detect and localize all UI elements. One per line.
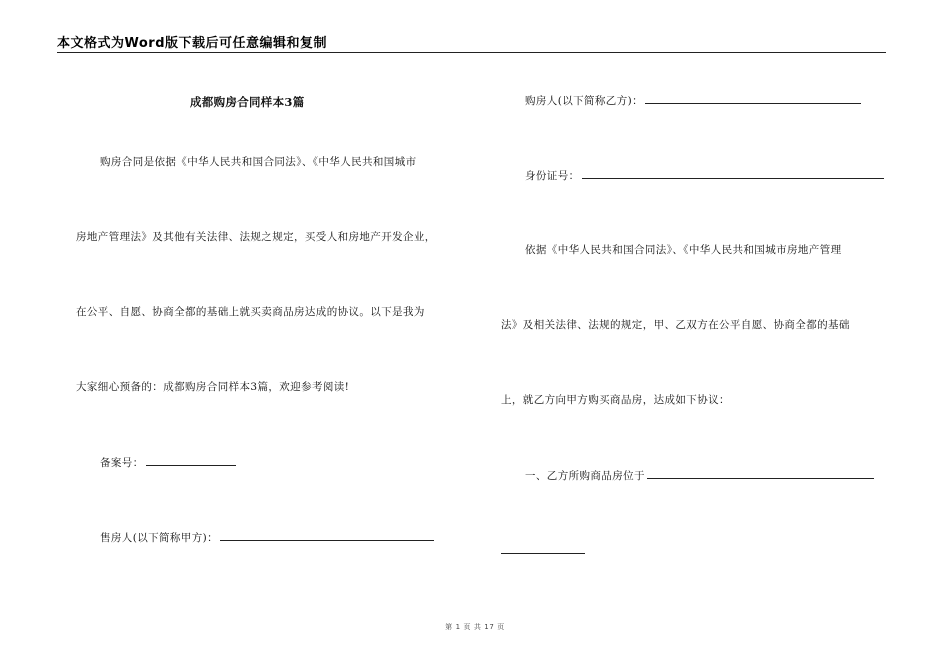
property-location-blank[interactable]: [647, 468, 874, 479]
seller-label: 售房人(以下简称甲方)：: [100, 532, 218, 544]
record-number-label: 备案号：: [100, 457, 144, 469]
buyer-blank[interactable]: [645, 93, 861, 104]
record-number-row: [100, 455, 236, 470]
property-location-continuation: [501, 543, 585, 558]
page-footer: 第 1 页 共 17 页: [445, 623, 505, 631]
record-number-blank[interactable]: [146, 455, 236, 466]
buyer-label: 购房人(以下简称乙方)：: [525, 95, 643, 107]
id-number-blank[interactable]: [582, 168, 884, 179]
property-location-label: 一、乙方所购商品房位于: [525, 470, 645, 482]
intro-paragraph-line-4: 大家细心预备的：成都购房合同样本3篇，欢迎参考阅读!: [76, 381, 350, 393]
document-header: 本文格式为Word版下载后可任意编辑和复制: [57, 36, 328, 51]
id-number-label: 身份证号：: [525, 170, 580, 182]
seller-row: [100, 530, 434, 545]
agreement-paragraph-line-2: 法》及相关法律、法规的规定，甲、乙双方在公平自愿、协商全都的基础: [501, 319, 850, 331]
seller-blank[interactable]: [220, 530, 434, 541]
intro-paragraph-line-1: 购房合同是依据《中华人民共和国合同法》、《中华人民共和国城市: [100, 156, 417, 168]
id-number-row: [525, 168, 884, 183]
header-divider: [57, 52, 886, 53]
property-location-row: [525, 468, 874, 483]
agreement-paragraph-line-3: 上，就乙方向甲方购买商品房，达成如下协议：: [501, 394, 730, 406]
intro-paragraph-line-3: 在公平、自愿、协商全都的基础上就买卖商品房达成的协议。以下是我为: [76, 306, 425, 318]
agreement-paragraph-line-1: 依据《中华人民共和国合同法》、《中华人民共和国城市房地产管理: [525, 244, 842, 256]
document-title: 成都购房合同样本3篇: [190, 95, 305, 109]
property-location-blank-continued[interactable]: [501, 543, 585, 554]
buyer-row: [525, 93, 861, 108]
intro-paragraph-line-2: 房地产管理法》及其他有关法律、法规之规定，买受人和房地产开发企业，: [76, 231, 436, 243]
